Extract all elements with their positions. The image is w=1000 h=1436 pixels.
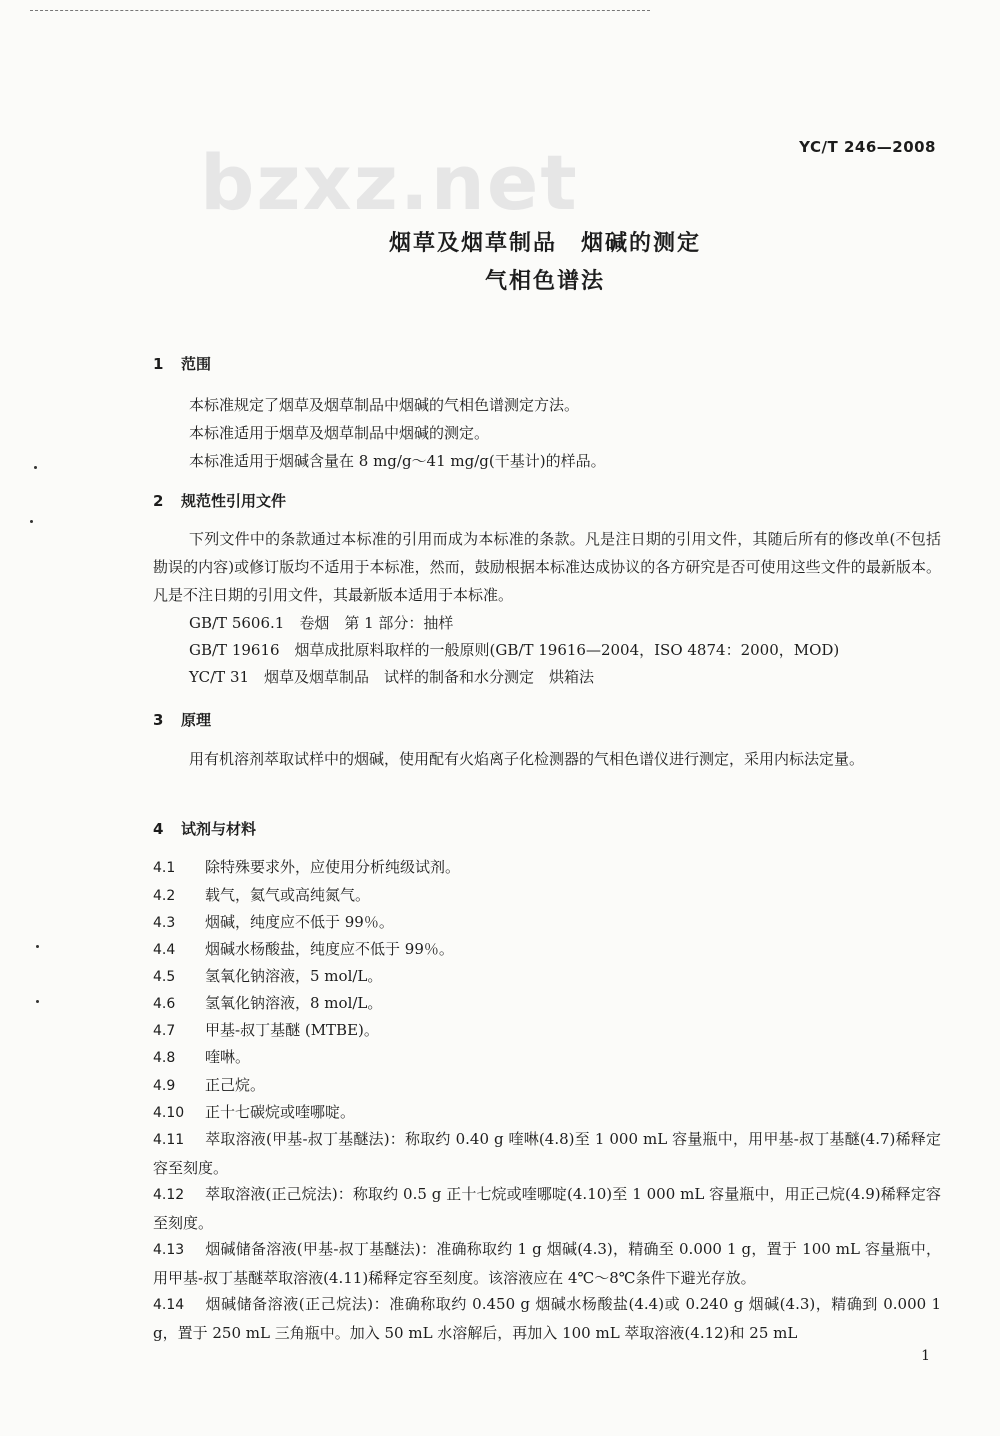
item-text: 正己烷。 bbox=[205, 1076, 266, 1094]
item-text: 烟碱，纯度应不低于 99％。 bbox=[205, 913, 394, 931]
list-item bbox=[153, 1290, 941, 1347]
scan-speck bbox=[34, 466, 37, 469]
list-item bbox=[153, 1098, 355, 1127]
document-title: 烟草及烟草制品 烟碱的测定 bbox=[388, 231, 701, 256]
standard-code: YC/T 246—2008 bbox=[799, 138, 936, 156]
section-number: 1 bbox=[153, 355, 164, 373]
item-text: 喹啉。 bbox=[205, 1048, 251, 1066]
item-text: 正十七碳烷或喹哪啶。 bbox=[205, 1103, 356, 1121]
item-number: 4.4 bbox=[153, 942, 176, 958]
item-number: 4.10 bbox=[153, 1105, 185, 1121]
list-item bbox=[153, 962, 382, 991]
paragraph: 本标准适用于烟草及烟草制品中烟碱的测定。 bbox=[189, 424, 490, 442]
list-item bbox=[153, 853, 460, 882]
paragraph: 本标准适用于烟碱含量在 8 mg/g～41 mg/g(干基计)的样品。 bbox=[189, 452, 606, 470]
list-item bbox=[153, 935, 454, 964]
section-title: 试剂与材料 bbox=[181, 820, 257, 838]
item-text: 萃取溶液(甲基-叔丁基醚法)：称取约 0.40 g 喹啉(4.8)至 1 000 mL 容量瓶中，用甲基-叔丁基醚(4.7)稀释定容至刻度。 bbox=[153, 1130, 941, 1177]
item-text: 烟碱水杨酸盐，纯度应不低于 99％。 bbox=[205, 940, 454, 958]
section-heading-reagents bbox=[153, 818, 256, 839]
item-text: 烟碱储备溶液(正己烷法)：准确称取约 0.450 g 烟碱水杨酸盐(4.4)或 0.240 g 烟碱(4.3)，精确到 0.000 1 g，置于 250 mL 三角瓶中。加入 50 mL 水溶解后，再加入 100 mL 萃取溶液(4.12)和 25 mL bbox=[153, 1295, 941, 1342]
list-item bbox=[153, 1180, 941, 1237]
item-number: 4.11 bbox=[153, 1132, 185, 1148]
item-text: 除特殊要求外，应使用分析纯级试剂。 bbox=[205, 858, 461, 876]
section-number: 2 bbox=[153, 492, 164, 510]
section-number: 3 bbox=[153, 711, 164, 729]
item-text: 载气，氦气或高纯氮气。 bbox=[205, 886, 371, 904]
reference-item: GB/T 5606.1 卷烟 第 1 部分：抽样 bbox=[189, 614, 454, 632]
section-title: 范围 bbox=[181, 355, 212, 373]
item-number: 4.8 bbox=[153, 1050, 176, 1066]
paragraph: 本标准规定了烟草及烟草制品中烟碱的气相色谱测定方法。 bbox=[189, 396, 580, 414]
item-text: 烟碱储备溶液(甲基-叔丁基醚法)：准确称取约 1 g 烟碱(4.3)，精确至 0.000 1 g，置于 100 mL 容量瓶中，用甲基-叔丁基醚萃取溶液(4.11)稀释定容至刻度。该溶液应在 4℃～8℃条件下避光存放。 bbox=[153, 1240, 941, 1287]
top-rule bbox=[30, 10, 650, 11]
item-text: 氢氧化钠溶液，8 mol/L。 bbox=[205, 994, 383, 1012]
item-number: 4.3 bbox=[153, 915, 176, 931]
document-subtitle: 气相色谱法 bbox=[484, 269, 605, 294]
section-heading-scope bbox=[153, 353, 211, 374]
item-number: 4.6 bbox=[153, 996, 176, 1012]
paragraph: 下列文件中的条款通过本标准的引用而成为本标准的条款。凡是注日期的引用文件，其随后所有的修改单(不包括勘误的内容)或修订版均不适用于本标准，然而，鼓励根据本标准达成协议的各方研究是否可使用这些文件的最新版本。凡是不注日期的引用文件，其最新版本适用于本标准。 bbox=[153, 530, 941, 604]
watermark: bzxz.net bbox=[200, 138, 579, 227]
item-number: 4.13 bbox=[153, 1242, 185, 1258]
paragraph: 用有机溶剂萃取试样中的烟碱，使用配有火焰离子化检测器的气相色谱仪进行测定，采用内标法定量。 bbox=[189, 750, 865, 768]
item-number: 4.14 bbox=[153, 1297, 185, 1313]
page-number: 1 bbox=[921, 1348, 930, 1364]
section-number: 4 bbox=[153, 820, 164, 838]
list-item bbox=[153, 881, 370, 910]
list-item bbox=[153, 1071, 265, 1100]
item-number: 4.1 bbox=[153, 860, 176, 876]
item-number: 4.9 bbox=[153, 1078, 176, 1094]
section-title: 原理 bbox=[181, 711, 212, 729]
list-item bbox=[153, 1125, 941, 1182]
scan-speck bbox=[36, 945, 39, 948]
section-title: 规范性引用文件 bbox=[181, 492, 287, 510]
section-heading-references bbox=[153, 490, 286, 511]
reference-item: GB/T 19616 烟草成批原料取样的一般原则(GB/T 19616—2004，ISO 4874：2000，MOD) bbox=[189, 641, 840, 659]
item-text: 氢氧化钠溶液，5 mol/L。 bbox=[205, 967, 383, 985]
item-text: 萃取溶液(正己烷法)：称取约 0.5 g 正十七烷或喹哪啶(4.10)至 1 000 mL 容量瓶中，用正己烷(4.9)稀释定容至刻度。 bbox=[153, 1185, 941, 1232]
reference-item: YC/T 31 烟草及烟草制品 试样的制备和水分测定 烘箱法 bbox=[189, 668, 595, 686]
list-item bbox=[153, 1235, 941, 1292]
scan-speck bbox=[30, 520, 33, 523]
item-number: 4.5 bbox=[153, 969, 176, 985]
list-item bbox=[153, 908, 394, 937]
item-number: 4.2 bbox=[153, 888, 176, 904]
list-item bbox=[153, 989, 382, 1018]
item-number: 4.12 bbox=[153, 1187, 185, 1203]
item-text: 甲基-叔丁基醚 (MTBE)。 bbox=[205, 1021, 379, 1039]
list-item bbox=[153, 1043, 250, 1072]
section-heading-principle bbox=[153, 709, 211, 730]
list-item bbox=[153, 1016, 379, 1045]
item-number: 4.7 bbox=[153, 1023, 176, 1039]
scan-speck bbox=[36, 1000, 39, 1003]
